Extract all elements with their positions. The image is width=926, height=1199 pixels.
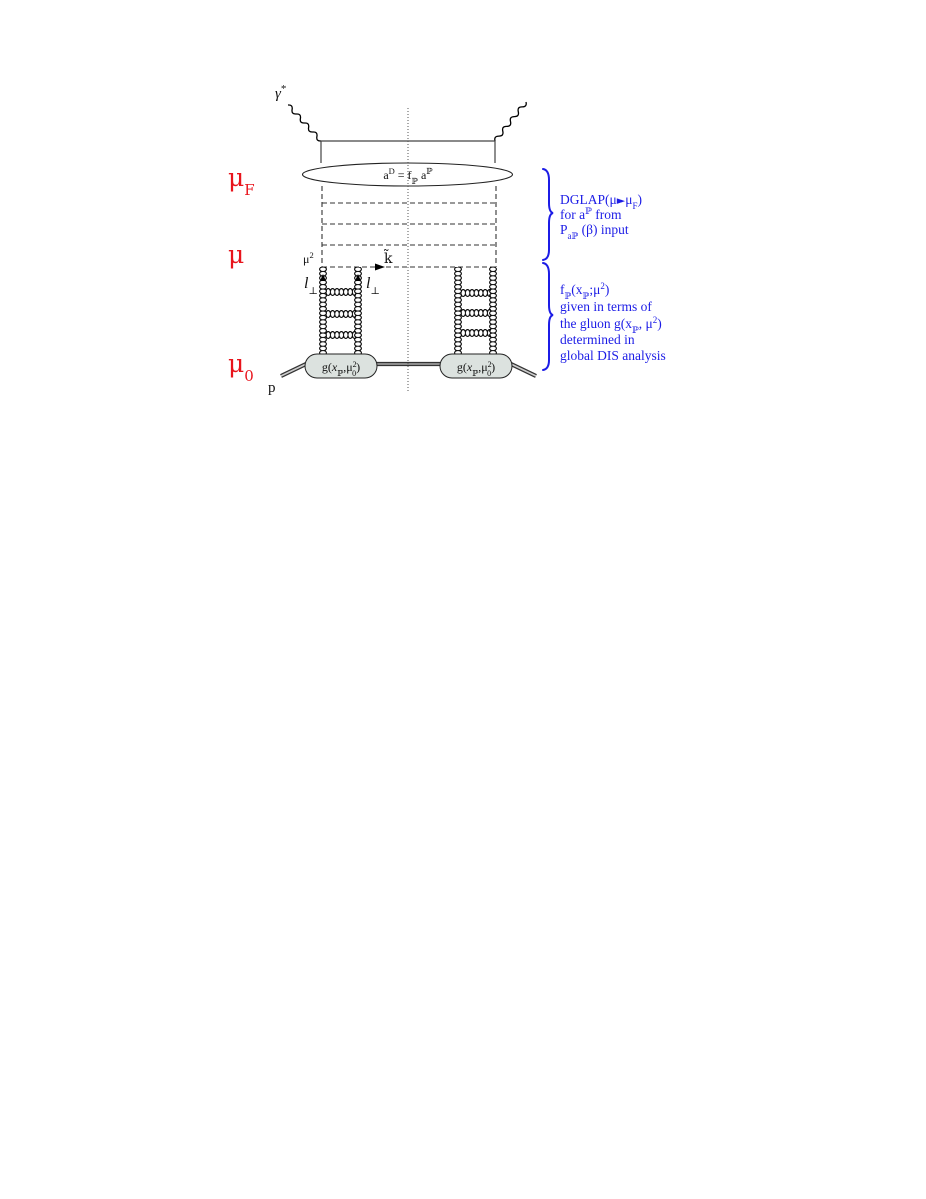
- ellipse-formula: $a^D = f_ℙ$ $a^ℙ$: [383, 166, 433, 186]
- annotation-line: for $a^ℙ$ from: [560, 206, 622, 222]
- annotation-line: the gluon $g(x_ℙ$, $\mu^2$): [560, 315, 662, 335]
- gluon-rung: [326, 330, 356, 340]
- gluon-rung: [461, 308, 491, 318]
- gluon-ladder-left: [318, 267, 363, 354]
- scale-label-mu: μ: [228, 240, 245, 269]
- incoming-photon-line: [288, 105, 321, 141]
- annotation-line: $P_{aℙ}$ (β) input: [560, 222, 629, 241]
- l-perp-label-right: $l_\perp$: [366, 275, 380, 297]
- annotation-line: determined in: [560, 332, 635, 347]
- gluon-rung: [461, 288, 491, 298]
- proton-line-out: [511, 364, 536, 376]
- annotation-line: $f_ℙ(x_ℙ;\mu^2)$: [560, 281, 610, 301]
- proton-line-in: [281, 364, 306, 376]
- gluon-rung: [461, 328, 491, 338]
- annotation-line: global DIS analysis: [560, 348, 666, 363]
- proton-label: p: [268, 380, 276, 396]
- blob-label-right: $g(x_ℙ,\mu^2$ $_0$): [456, 359, 496, 378]
- photon-label: γ*: [275, 83, 287, 102]
- blob-label-left: $g(x_ℙ,\mu^2$ $_0$): [321, 359, 361, 378]
- k-tilde-label: k̃: [384, 251, 393, 267]
- scale-label-mu-0: $\mu_0$: [228, 349, 254, 385]
- arrow-right-icon: ►: [616, 194, 626, 207]
- annotation-dglap: [560, 192, 642, 241]
- l-perp-label-left: $l_\perp$: [304, 275, 318, 297]
- gluon-ladder-right: [453, 267, 498, 354]
- brace-dglap: [543, 169, 553, 260]
- gluon-rung: [326, 309, 356, 319]
- brace-gluon: [543, 263, 553, 370]
- annotation-gluon: [560, 281, 666, 363]
- scale-label-mu-f: $\mu_F$: [228, 163, 255, 199]
- annotation-line: given in terms of: [560, 299, 652, 314]
- outgoing-photon-line: [495, 102, 526, 141]
- mu-squared-label: $\mu^2$: [303, 250, 314, 266]
- gluon-rung: [326, 287, 356, 297]
- annotation-line: $DGLAP(\mu►\mu_F)$: [560, 192, 642, 211]
